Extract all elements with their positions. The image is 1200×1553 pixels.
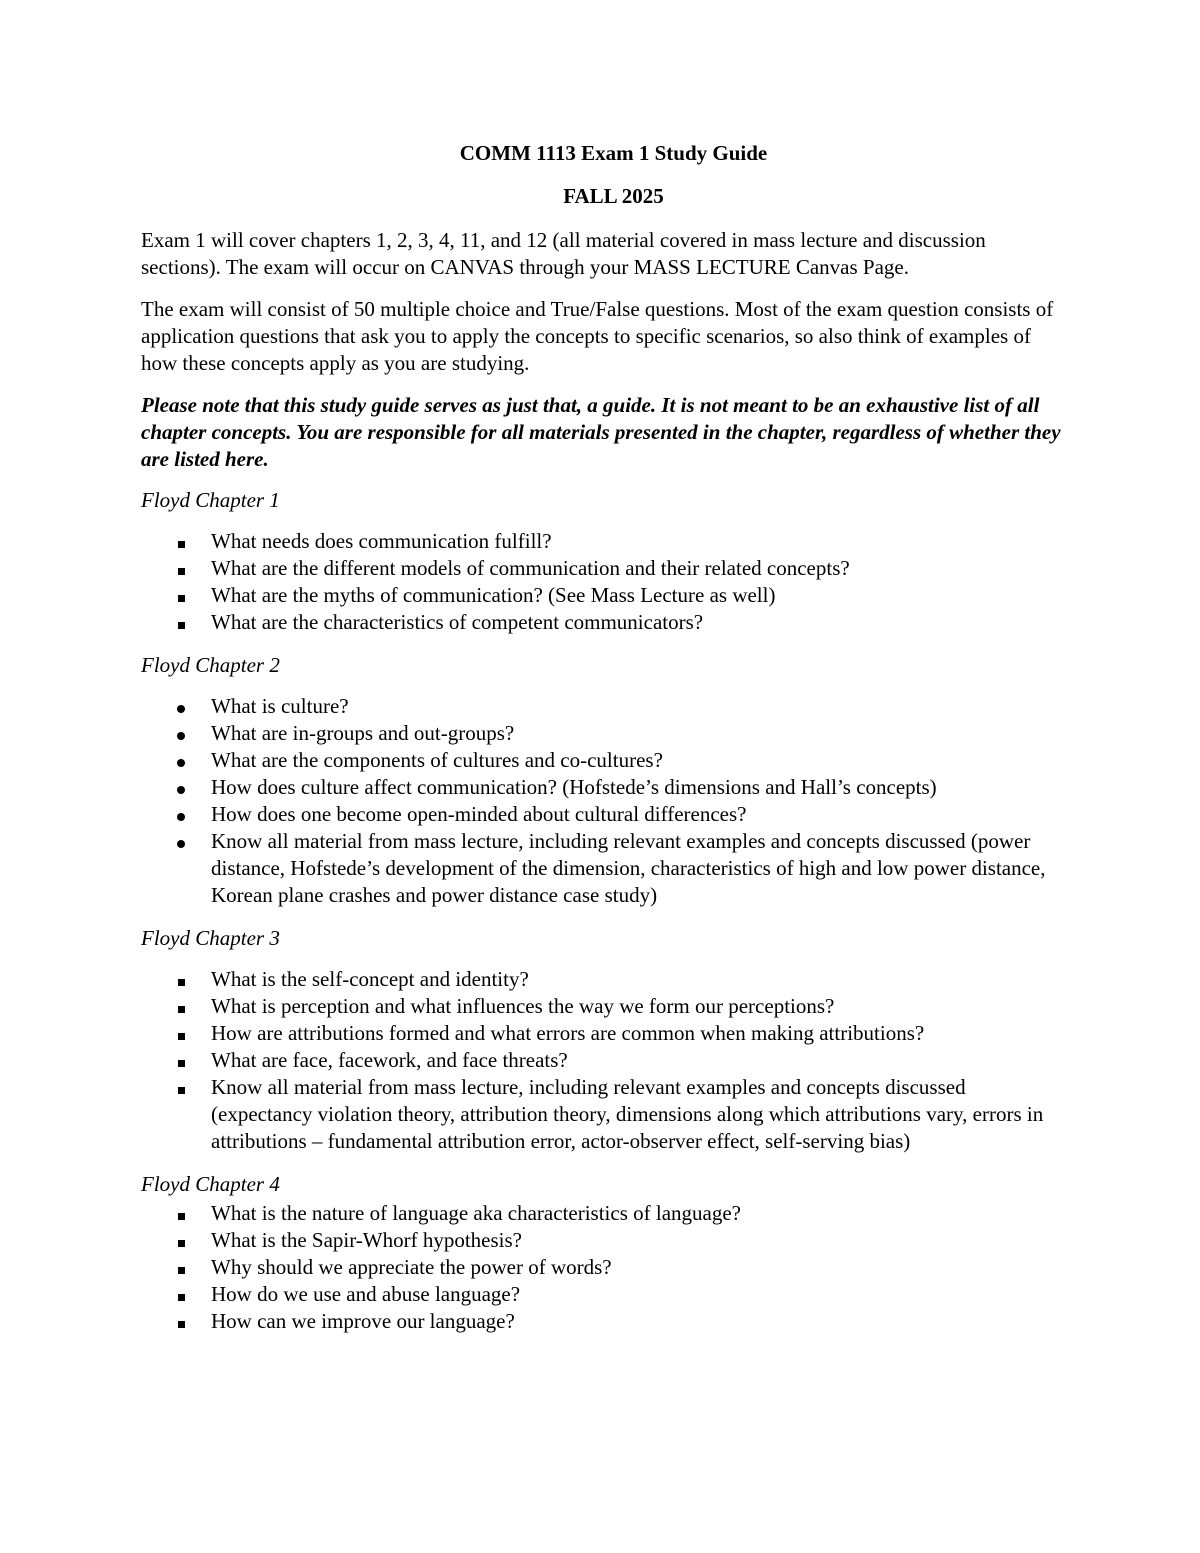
square-bullet-icon [178, 979, 185, 986]
square-bullet-icon [178, 1033, 185, 1040]
square-bullet-icon [178, 1321, 185, 1328]
list-item: What is perception and what influences the way we form our perceptions? [141, 993, 1066, 1020]
list-item: Know all material from mass lecture, including relevant examples and concepts discussed (power distance, Hofstede’s development of the dimension, characteristics of high and low power distance, Korean plane crashes and power distance case study) [141, 828, 1066, 909]
disclaimer-note: Please note that this study guide serves as just that, a guide. It is not meant to be an exhaustive list of all chapter concepts. You are responsible for all materials presented in the chapter, regardless of whether they are listed here. [141, 393, 1061, 471]
round-bullet-icon [177, 732, 185, 740]
list-item: How can we improve our language? [141, 1308, 1066, 1335]
list-item: What are face, facework, and face threats? [141, 1047, 1066, 1074]
square-bullet-icon [178, 1240, 185, 1247]
intro-paragraph-coverage: Exam 1 will cover chapters 1, 2, 3, 4, 11, and 12 (all material covered in mass lecture and discussion sections). The exam will occur on CANVAS through your MASS LECTURE Canvas Page. [141, 228, 986, 279]
square-bullet-icon [178, 1006, 185, 1013]
list-item: What needs does communication fulfill? [141, 528, 1066, 555]
chapter-3-heading: Floyd Chapter 3 [141, 926, 280, 950]
round-bullet-icon [177, 786, 185, 794]
chapter-1-heading: Floyd Chapter 1 [141, 488, 280, 512]
intro-paragraph-format: The exam will consist of 50 multiple choice and True/False questions. Most of the exam question consists of application questions that ask you to apply the concepts to specific scenarios, so also think of examples of how these concepts apply as you are studying. [141, 297, 1054, 375]
list-item: What are the characteristics of competent communicators? [141, 609, 1066, 636]
list-item: What is the Sapir-Whorf hypothesis? [141, 1227, 1066, 1254]
round-bullet-icon [177, 840, 185, 848]
square-bullet-icon [178, 1267, 185, 1274]
list-item: What are the different models of communication and their related concepts? [141, 555, 1066, 582]
round-bullet-icon [177, 813, 185, 821]
list-item: What are the components of cultures and co-cultures? [141, 747, 1066, 774]
study-guide-page [141, 140, 1066, 1351]
term-label: FALL 2025 [563, 184, 664, 208]
chapter-2-heading: Floyd Chapter 2 [141, 653, 280, 677]
chapter-3-list [141, 966, 1066, 1155]
list-item: What is the self-concept and identity? [141, 966, 1066, 993]
chapter-2-list [141, 693, 1066, 909]
square-bullet-icon [178, 568, 185, 575]
square-bullet-icon [178, 622, 185, 629]
list-item: What are in-groups and out-groups? [141, 720, 1066, 747]
chapter-1-list [141, 528, 1066, 636]
square-bullet-icon [178, 1060, 185, 1067]
list-item: How do we use and abuse language? [141, 1281, 1066, 1308]
list-item: Know all material from mass lecture, including relevant examples and concepts discussed (expectancy violation theory, attribution theory, dimensions along which attributions vary, errors in attributions – fundamental attribution error, actor-observer effect, self-serving bias) [141, 1074, 1066, 1155]
round-bullet-icon [177, 705, 185, 713]
list-item: Why should we appreciate the power of words? [141, 1254, 1066, 1281]
square-bullet-icon [178, 1294, 185, 1301]
list-item: What is culture? [141, 693, 1066, 720]
chapter-4-heading: Floyd Chapter 4 [141, 1172, 280, 1196]
list-item: How are attributions formed and what errors are common when making attributions? [141, 1020, 1066, 1047]
square-bullet-icon [178, 595, 185, 602]
chapter-4-list [141, 1200, 1066, 1335]
list-item: What are the myths of communication? (See Mass Lecture as well) [141, 582, 1066, 609]
square-bullet-icon [178, 541, 185, 548]
document-title: COMM 1113 Exam 1 Study Guide [459, 141, 768, 165]
square-bullet-icon [178, 1213, 185, 1220]
list-item: How does culture affect communication? (Hofstede’s dimensions and Hall’s concepts) [141, 774, 1066, 801]
square-bullet-icon [178, 1087, 185, 1094]
list-item: What is the nature of language aka characteristics of language? [141, 1200, 1066, 1227]
list-item: How does one become open-minded about cultural differences? [141, 801, 1066, 828]
round-bullet-icon [177, 759, 185, 767]
